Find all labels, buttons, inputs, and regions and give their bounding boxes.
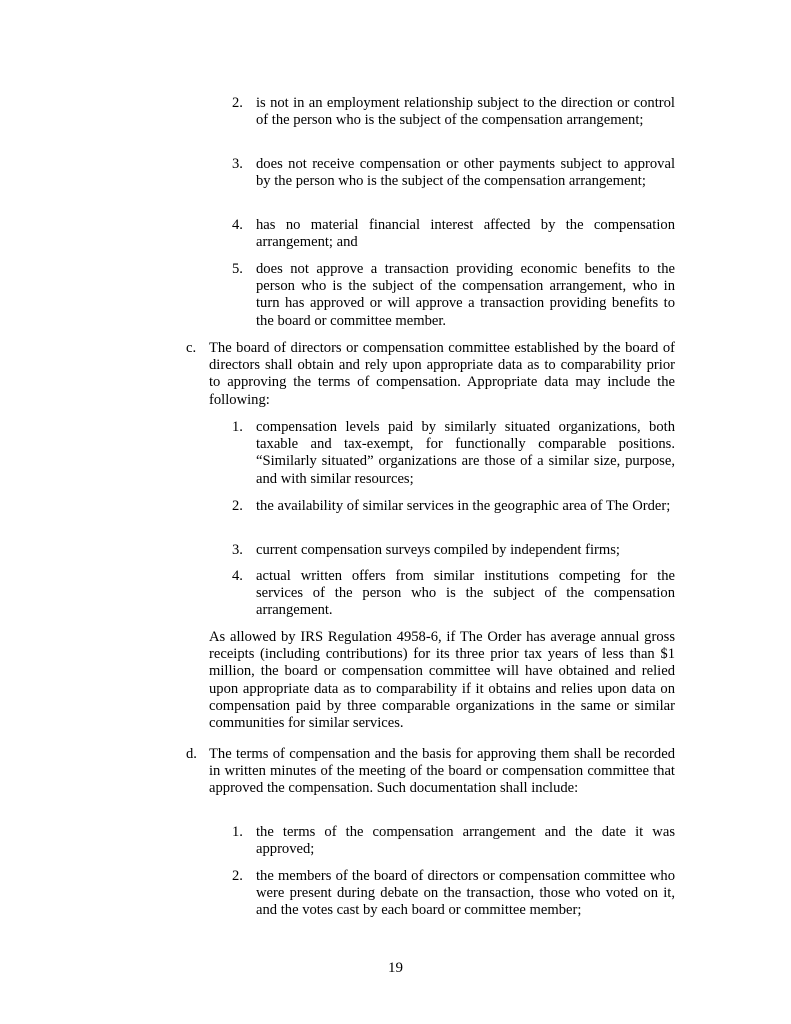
list-item-text: the availability of similar services in the geographic area of The Order;	[256, 498, 671, 514]
list-item-number: 3.	[232, 156, 243, 172]
list-item-number: 1.	[232, 419, 243, 435]
list-item-number: 2.	[232, 95, 243, 111]
list-item-number: 4.	[232, 217, 243, 233]
list-item-text: does not approve a transaction providing economic benefits to the person who is the subject of the compensation arrangement, who in turn has approved or will approve a transaction providing benefits to the board or committee member.	[256, 261, 675, 329]
list-item-number: 2.	[232, 498, 243, 514]
section-letter: d.	[186, 746, 197, 762]
list-item-text: actual written offers from similar institutions competing for the services of the person who is the subject of the compensation arrangement.	[256, 568, 675, 619]
list-item-text: the terms of the compensation arrangement and the date it was approved;	[256, 824, 675, 858]
list-item-text: current compensation surveys compiled by independent firms;	[256, 542, 620, 558]
list-item-text: has no material financial interest affected by the compensation arrangement; and	[256, 217, 675, 251]
list-item-number: 3.	[232, 542, 243, 558]
section-text: The terms of compensation and the basis for approving them shall be recorded in written minutes of the meeting of the board or compensation committee that approved the compensation. Such documentation shall include:	[209, 746, 675, 797]
section-text: The board of directors or compensation committee established by the board of directors shall obtain and rely upon appropriate data as to comparability prior to approving the terms of compensation. Appropriate data may include the following:	[209, 340, 675, 408]
list-item-number: 5.	[232, 261, 243, 277]
list-item-text: compensation levels paid by similarly situated organizations, both taxable and tax-exempt, for functionally comparable positions. “Similarly situated” organizations are those of a similar size, purpose, and with similar resources;	[256, 419, 675, 487]
list-item-number: 1.	[232, 824, 243, 840]
list-item-number: 2.	[232, 868, 243, 884]
comparability-note: As allowed by IRS Regulation 4958-6, if The Order has average annual gross receipts (including contributions) for its three prior tax years of less than $1 million, the board or compensation committee will have obtained and relied upon appropriate data as to comparability if it obtains and relies upon data on compensation paid by three comparable organizations in the same or similar communities for similar services.	[209, 629, 675, 732]
list-item-text: does not receive compensation or other payments subject to approval by the person who is the subject of the compensation arrangement;	[256, 156, 675, 190]
section-letter: c.	[186, 340, 197, 356]
list-item-text: the members of the board of directors or compensation committee who were present during debate on the transaction, those who voted on it, and the votes cast by each board or committee member;	[256, 868, 675, 919]
page-number: 19	[388, 960, 403, 976]
list-item-text: is not in an employment relationship subject to the direction or control of the person who is the subject of the compensation arrangement;	[256, 95, 675, 129]
list-item-number: 4.	[232, 568, 243, 584]
